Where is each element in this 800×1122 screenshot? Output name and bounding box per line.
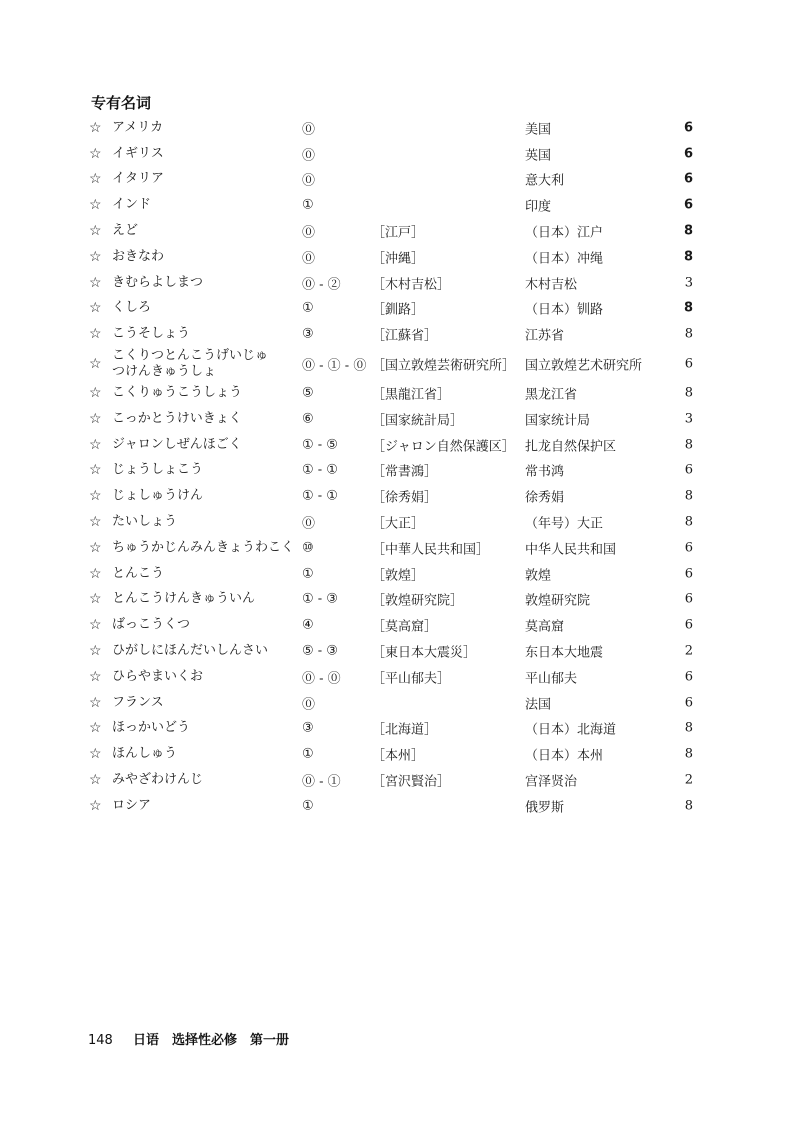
entry-kanji: ［東日本大震災］ bbox=[372, 645, 477, 661]
entry-kanji: ［国立敦煌芸術研究所］ bbox=[372, 358, 516, 374]
star-icon: ☆ bbox=[89, 462, 102, 479]
entry-meaning: （日本）江户 bbox=[525, 225, 604, 241]
star-icon: ☆ bbox=[89, 436, 102, 453]
entry-reading-line: ちゅうかじんみんきょうわこく bbox=[112, 539, 295, 555]
vocabulary-row bbox=[0, 690, 800, 716]
entry-accent: ⓪ - ① - ⓪ bbox=[302, 358, 367, 374]
vocabulary-row bbox=[0, 296, 800, 322]
entry-kanji: ［莫高窟］ bbox=[372, 619, 438, 635]
entry-reading-line: イギリス bbox=[112, 145, 164, 161]
entry-reading-line: えど bbox=[112, 223, 139, 239]
entry-kanji: ［ジャロン自然保護区］ bbox=[372, 439, 515, 455]
entry-reading bbox=[112, 566, 164, 582]
entry-meaning: 莫高窟 bbox=[525, 619, 565, 635]
vocabulary-row bbox=[0, 432, 800, 458]
entry-lesson-number: 6 bbox=[684, 566, 693, 582]
entry-accent: ⓪ bbox=[302, 251, 316, 267]
entry-accent: ① bbox=[302, 746, 314, 762]
star-icon: ☆ bbox=[89, 410, 102, 427]
entry-accent: ⑩ bbox=[302, 540, 314, 556]
entry-accent: ① - ⑤ bbox=[302, 437, 338, 453]
entry-reading bbox=[112, 120, 163, 136]
entry-meaning: 法国 bbox=[525, 697, 552, 713]
entry-kanji: ［中華人民共和国］ bbox=[372, 542, 490, 558]
vocabulary-row bbox=[0, 141, 800, 167]
entry-reading-line: みやざわけんじ bbox=[112, 772, 204, 788]
entry-reading bbox=[112, 411, 242, 427]
vocabulary-row bbox=[0, 192, 800, 218]
entry-meaning: 意大利 bbox=[525, 173, 565, 189]
star-icon: ☆ bbox=[89, 772, 102, 789]
vocabulary-row bbox=[0, 167, 800, 193]
entry-reading bbox=[112, 720, 190, 736]
entry-lesson-number: 2 bbox=[684, 772, 693, 788]
entry-meaning: 扎龙自然保护区 bbox=[525, 439, 617, 455]
entry-meaning: 国家统计局 bbox=[525, 413, 591, 429]
star-icon: ☆ bbox=[89, 488, 102, 505]
entry-lesson-number: 8 bbox=[684, 437, 693, 453]
vocabulary-row bbox=[0, 509, 800, 535]
entry-meaning: 平山郁夫 bbox=[525, 671, 578, 687]
entry-accent: ① bbox=[302, 300, 314, 316]
entry-reading bbox=[112, 171, 164, 187]
entry-kanji: ［沖縄］ bbox=[372, 251, 425, 267]
entry-lesson-number: 8 bbox=[684, 488, 693, 504]
star-icon: ☆ bbox=[89, 326, 102, 343]
entry-reading-line: つけんきゅうしょ bbox=[112, 363, 217, 379]
entry-lesson-number: 8 bbox=[684, 798, 693, 814]
entry-kanji: ［常書鴻］ bbox=[372, 464, 438, 480]
entry-lesson-number: 6 bbox=[684, 617, 693, 633]
entry-lesson-number: 6 bbox=[683, 146, 693, 162]
entry-meaning: 徐秀娟 bbox=[525, 490, 565, 506]
entry-reading-line: ばっこうくつ bbox=[112, 617, 191, 633]
vocabulary-row bbox=[0, 347, 800, 380]
entry-reading-line: じょうしょこう bbox=[112, 462, 204, 478]
entry-lesson-number: 8 bbox=[684, 720, 693, 736]
star-icon: ☆ bbox=[89, 643, 102, 660]
vocabulary-row bbox=[0, 483, 800, 509]
entry-meaning: 东日本大地震 bbox=[525, 645, 604, 661]
entry-kanji: ［敦煌研究院］ bbox=[372, 593, 464, 609]
entry-meaning: 英国 bbox=[525, 148, 552, 164]
star-icon: ☆ bbox=[89, 119, 102, 136]
entry-reading bbox=[112, 300, 151, 316]
star-icon: ☆ bbox=[89, 355, 102, 372]
entry-meaning: 常书鸿 bbox=[525, 464, 565, 480]
entry-reading-line: ロシア bbox=[112, 797, 152, 813]
vocabulary-row bbox=[0, 741, 800, 767]
entry-reading-line: おきなわ bbox=[112, 248, 165, 264]
entry-kanji: ［徐秀娟］ bbox=[372, 490, 438, 506]
entry-meaning: 木村吉松 bbox=[525, 277, 578, 293]
entry-reading bbox=[112, 197, 151, 213]
star-icon: ☆ bbox=[89, 617, 102, 634]
entry-reading bbox=[112, 669, 203, 685]
star-icon: ☆ bbox=[89, 274, 102, 291]
entry-lesson-number: 6 bbox=[683, 197, 693, 213]
entry-lesson-number: 6 bbox=[683, 171, 693, 187]
vocabulary-row bbox=[0, 406, 800, 432]
entry-reading bbox=[112, 617, 190, 633]
entry-meaning: （日本）本州 bbox=[525, 748, 604, 764]
entry-reading bbox=[112, 591, 255, 607]
entry-accent: ⑤ - ③ bbox=[302, 643, 338, 659]
entry-reading bbox=[112, 643, 268, 659]
entry-reading-line: じょしゅうけん bbox=[112, 488, 204, 504]
entry-accent: ① - ① bbox=[302, 462, 338, 478]
book-title: 日语 选择性必修 第一册 bbox=[132, 1033, 289, 1048]
entry-reading-line: こくりつとんこうげいじゅ bbox=[112, 347, 269, 363]
entry-lesson-number: 8 bbox=[683, 223, 693, 239]
vocabulary-list bbox=[0, 115, 800, 819]
entry-meaning: 印度 bbox=[525, 199, 552, 215]
entry-accent: ⑥ bbox=[302, 411, 314, 427]
entry-accent: ⓪ - ② bbox=[302, 277, 341, 293]
entry-reading bbox=[112, 223, 138, 239]
entry-lesson-number: 3 bbox=[684, 275, 693, 291]
entry-reading bbox=[112, 746, 177, 762]
entry-reading bbox=[112, 488, 203, 504]
entry-reading-line: こうそしょう bbox=[112, 326, 191, 342]
star-icon: ☆ bbox=[89, 300, 102, 317]
entry-reading-line: こくりゅうこうしょう bbox=[112, 385, 243, 401]
star-icon: ☆ bbox=[89, 248, 102, 265]
entry-reading-line: ジャロンしぜんほごく bbox=[112, 436, 242, 452]
star-icon: ☆ bbox=[89, 145, 102, 162]
vocabulary-row bbox=[0, 244, 800, 270]
entry-meaning: （日本）冲绳 bbox=[525, 251, 604, 267]
entry-kanji: ［敦煌］ bbox=[372, 568, 425, 584]
vocabulary-row bbox=[0, 535, 800, 561]
vocabulary-row bbox=[0, 380, 800, 406]
entry-lesson-number: 2 bbox=[684, 643, 693, 659]
entry-kanji: ［江戸］ bbox=[372, 225, 425, 241]
entry-accent: ⓪ bbox=[302, 148, 316, 164]
star-icon: ☆ bbox=[89, 539, 102, 556]
entry-accent: ⓪ bbox=[302, 516, 316, 532]
entry-kanji: ［木村吉松］ bbox=[372, 277, 451, 293]
entry-reading bbox=[112, 249, 164, 265]
star-icon: ☆ bbox=[89, 565, 102, 582]
entry-reading-line: とんこう bbox=[112, 565, 165, 581]
entry-kanji: ［北海道］ bbox=[372, 722, 438, 738]
star-icon: ☆ bbox=[89, 668, 102, 685]
entry-reading bbox=[112, 326, 190, 342]
entry-kanji: ［釧路］ bbox=[372, 302, 425, 318]
entry-kanji: ［本州］ bbox=[372, 748, 425, 764]
entry-reading bbox=[112, 275, 203, 291]
entry-kanji: ［国家統計局］ bbox=[372, 413, 464, 429]
entry-reading-line: アメリカ bbox=[112, 119, 164, 135]
entry-reading-line: たいしょう bbox=[112, 514, 178, 530]
entry-meaning: 国立敦煌艺术研究所 bbox=[525, 358, 643, 374]
entry-accent: ⓪ - ⓪ bbox=[302, 671, 341, 687]
entry-accent: ⓪ - ① bbox=[302, 774, 341, 790]
vocabulary-row bbox=[0, 638, 800, 664]
entry-reading bbox=[112, 514, 177, 530]
entry-meaning: 美国 bbox=[525, 122, 552, 138]
entry-meaning: 敦煌研究院 bbox=[525, 593, 591, 609]
entry-reading-line: くしろ bbox=[112, 300, 152, 316]
entry-accent: ⓪ bbox=[302, 173, 316, 189]
entry-reading bbox=[112, 146, 164, 162]
entry-reading-line: ひらやまいくお bbox=[112, 668, 204, 684]
entry-reading bbox=[112, 385, 242, 401]
entry-accent: ① bbox=[302, 566, 314, 582]
entry-reading-line: とんこうけんきゅういん bbox=[112, 591, 256, 607]
entry-meaning: 宫泽贤治 bbox=[525, 774, 578, 790]
page-footer bbox=[88, 1029, 289, 1048]
vocabulary-row bbox=[0, 561, 800, 587]
entry-lesson-number: 6 bbox=[684, 462, 693, 478]
vocabulary-row bbox=[0, 716, 800, 742]
entry-reading-line: こっかとうけいきょく bbox=[112, 410, 242, 426]
star-icon: ☆ bbox=[89, 746, 102, 763]
entry-meaning: （日本）北海道 bbox=[525, 722, 617, 738]
entry-accent: ④ bbox=[302, 617, 314, 633]
star-icon: ☆ bbox=[89, 197, 102, 214]
entry-reading bbox=[112, 798, 151, 814]
entry-meaning: （年号）大正 bbox=[525, 516, 604, 532]
entry-accent: ⑤ bbox=[302, 385, 314, 401]
star-icon: ☆ bbox=[89, 171, 102, 188]
entry-meaning: 俄罗斯 bbox=[525, 800, 565, 816]
entry-meaning: 江苏省 bbox=[525, 328, 565, 344]
entry-meaning: 敦煌 bbox=[525, 568, 552, 584]
vocabulary-row bbox=[0, 321, 800, 347]
vocabulary-row bbox=[0, 664, 800, 690]
entry-accent: ③ bbox=[302, 720, 314, 736]
entry-accent: ① bbox=[302, 798, 314, 814]
vocabulary-row bbox=[0, 115, 800, 141]
entry-reading-line: イタリア bbox=[112, 171, 165, 187]
entry-lesson-number: 8 bbox=[684, 514, 693, 530]
entry-accent: ① bbox=[302, 197, 314, 213]
entry-lesson-number: 8 bbox=[684, 385, 693, 401]
star-icon: ☆ bbox=[89, 591, 102, 608]
entry-lesson-number: 6 bbox=[684, 540, 693, 556]
vocabulary-row bbox=[0, 612, 800, 638]
vocabulary-row bbox=[0, 270, 800, 296]
star-icon: ☆ bbox=[89, 514, 102, 531]
entry-reading bbox=[112, 437, 242, 453]
vocabulary-row bbox=[0, 458, 800, 484]
vocabulary-row bbox=[0, 767, 800, 793]
entry-meaning: （日本）钏路 bbox=[525, 302, 604, 318]
entry-accent: ③ bbox=[302, 326, 314, 342]
entry-reading-line: ほんしゅう bbox=[112, 746, 178, 762]
entry-lesson-number: 6 bbox=[684, 356, 693, 372]
entry-meaning: 黑龙江省 bbox=[525, 387, 578, 403]
entry-lesson-number: 8 bbox=[684, 326, 693, 342]
vocabulary-row bbox=[0, 587, 800, 613]
entry-lesson-number: 3 bbox=[684, 411, 693, 427]
vocabulary-row bbox=[0, 218, 800, 244]
entry-reading-line: ほっかいどう bbox=[112, 720, 191, 736]
entry-reading-line: きむらよしまつ bbox=[112, 274, 204, 290]
star-icon: ☆ bbox=[89, 694, 102, 711]
entry-kanji: ［江蘇省］ bbox=[372, 328, 438, 344]
entry-reading-line: インド bbox=[112, 197, 152, 213]
entry-lesson-number: 6 bbox=[684, 669, 693, 685]
entry-reading bbox=[112, 540, 294, 556]
entry-accent: ① - ① bbox=[302, 488, 338, 504]
entry-accent: ⓪ bbox=[302, 697, 316, 713]
section-heading: 专有名词 bbox=[91, 94, 152, 112]
entry-kanji: ［黒龍江省］ bbox=[372, 387, 451, 403]
entry-lesson-number: 6 bbox=[683, 120, 693, 136]
entry-lesson-number: 8 bbox=[683, 249, 693, 265]
entry-accent: ① - ③ bbox=[302, 591, 338, 607]
vocabulary-row bbox=[0, 793, 800, 819]
star-icon: ☆ bbox=[89, 223, 102, 240]
entry-kanji: ［宮沢賢治］ bbox=[372, 774, 451, 790]
entry-lesson-number: 8 bbox=[684, 746, 693, 762]
entry-reading bbox=[112, 695, 164, 711]
page-number: 148 bbox=[88, 1033, 113, 1048]
entry-meaning: 中华人民共和国 bbox=[525, 542, 617, 558]
entry-reading-line: ひがしにほんだいしんさい bbox=[112, 643, 269, 659]
star-icon: ☆ bbox=[89, 720, 102, 737]
entry-lesson-number: 8 bbox=[683, 300, 693, 316]
star-icon: ☆ bbox=[89, 797, 102, 814]
entry-reading bbox=[112, 348, 268, 380]
entry-accent: ⓪ bbox=[302, 122, 316, 138]
entry-accent: ⓪ bbox=[302, 225, 316, 241]
entry-reading bbox=[112, 462, 203, 478]
star-icon: ☆ bbox=[89, 385, 102, 402]
entry-lesson-number: 6 bbox=[684, 591, 693, 607]
entry-kanji: ［大正］ bbox=[372, 516, 425, 532]
entry-reading bbox=[112, 772, 203, 788]
entry-lesson-number: 6 bbox=[684, 695, 693, 711]
entry-reading-line: フランス bbox=[112, 694, 164, 710]
entry-kanji: ［平山郁夫］ bbox=[372, 671, 451, 687]
